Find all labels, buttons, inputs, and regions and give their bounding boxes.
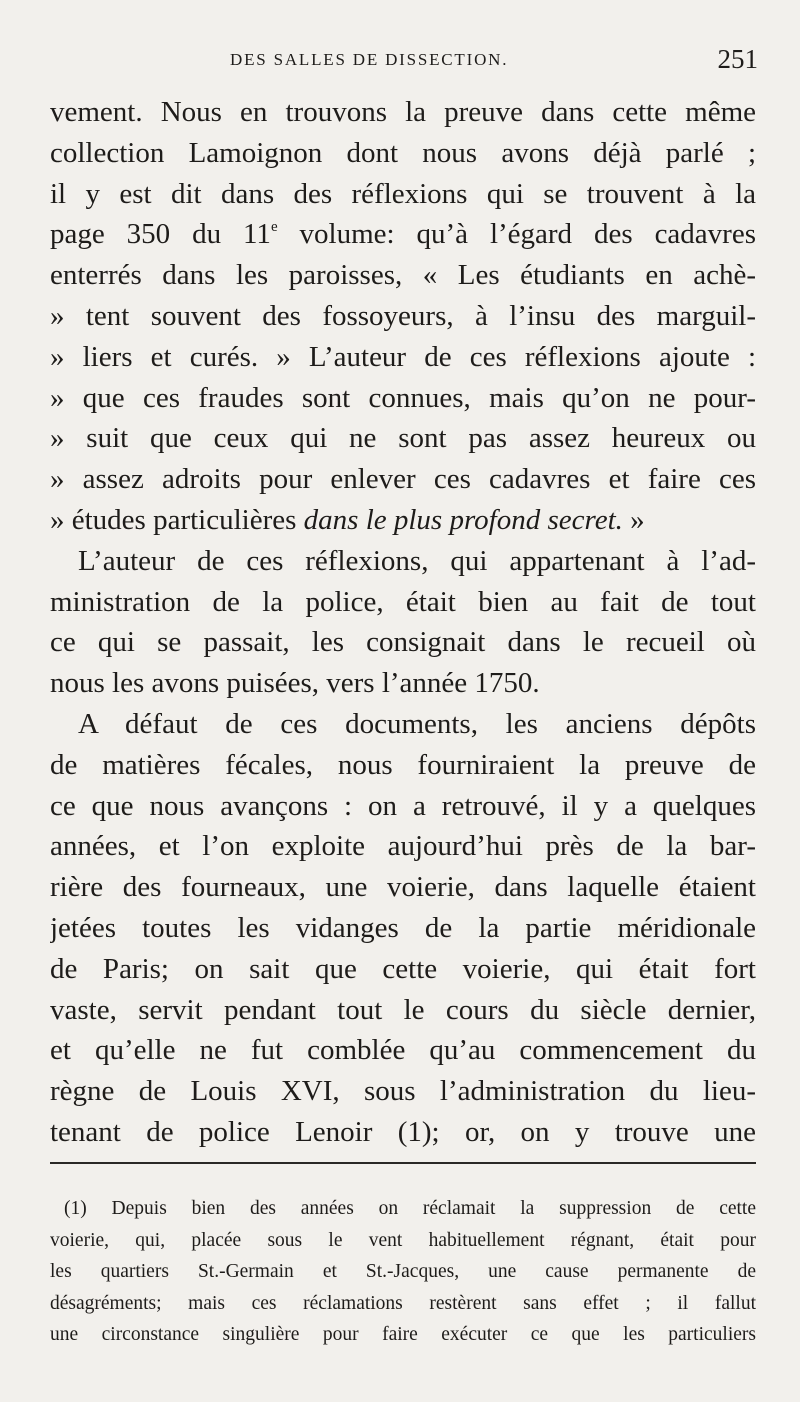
text-line: » suit que ceux qui ne sont pas assez heureux ou (50, 422, 756, 455)
body-text (50, 92, 756, 1153)
text-line: rière des fourneaux, une voierie, dans laquelle étaient (50, 871, 756, 904)
text-line: ministration de la police, était bien au fait de tout (50, 585, 756, 618)
italic-phrase: dans le plus profond secret. (303, 503, 623, 536)
text-line (50, 214, 756, 255)
text-line: » assez adroits pour enlever ces cadavres et faire ces (50, 463, 756, 496)
text-line: vement. Nous en trouvons la preuve dans cette même (50, 96, 756, 128)
text-line (50, 500, 756, 541)
footnote-separator (50, 1162, 756, 1164)
paragraph-start: L’auteur de ces réflexions, qui appartenant à l’ad- (78, 544, 756, 577)
text-line: » tent souvent des fossoyeurs, à l’insu des marguil- (50, 299, 756, 332)
text-line: » que ces fraudes sont connues, mais qu’on ne pour- (50, 381, 756, 414)
running-head (50, 44, 758, 78)
text-line: et qu’elle ne fut comblée qu’au commencement du (50, 1034, 756, 1067)
text-line: nous les avons puisées, vers l’année 1750. (50, 667, 540, 700)
running-head-title: DES SALLES DE DISSECTION. (230, 50, 509, 69)
text-segment: » études particulières (50, 503, 297, 536)
paragraph-start: A défaut de ces documents, les anciens dépôts (78, 707, 756, 740)
text-line: » liers et curés. » L’auteur de ces réflexions ajoute : (50, 340, 756, 373)
text-line: enterrés dans les paroisses, « Les étudiants en achè- (50, 259, 756, 292)
footnote-line: désagréments; mais ces réclamations restèrent sans effet ; il fallut (50, 1292, 756, 1314)
text-line: de Paris; on sait que cette voierie, qui était fort (50, 952, 756, 985)
text-line: tenant de police Lenoir (1); or, on y trouve une (50, 1115, 756, 1148)
text-line: il y est dit dans des réflexions qui se trouvent à la (50, 177, 756, 210)
text-line: règne de Louis XVI, sous l’administration du lieu- (50, 1075, 756, 1108)
footnote-line: (1) Depuis bien des années on réclamait la suppression de cette (64, 1198, 756, 1219)
footnote-line: voierie, qui, placée sous le vent habituellement régnant, était pour (50, 1229, 756, 1251)
text-line: ce qui se passait, les consignait dans le recueil où (50, 626, 756, 659)
text-segment: » (622, 503, 645, 536)
text-segment: volume: qu’à l’égard des cadavres (277, 218, 756, 251)
footnote-line: une circonstance singulière pour faire exécuter ce que les particuliers (50, 1324, 756, 1345)
footnote-line: les quartiers St.-Germain et St.-Jacques, une cause permanente de (50, 1261, 756, 1282)
text-line: de matières fécales, nous fourniraient la preuve de (50, 748, 756, 781)
text-line: ce que nous avançons : on a retrouvé, il y a quelques (50, 789, 756, 822)
footnote (50, 1193, 756, 1351)
text-line: années, et l’on exploite aujourd’hui près de la bar- (50, 830, 756, 863)
page-number: 251 (717, 44, 758, 74)
text-segment: page 350 du 11 (50, 218, 271, 251)
text-line: jetées toutes les vidanges de la partie méridionale (50, 911, 756, 944)
text-line: vaste, servit pendant tout le cours du siècle dernier, (50, 993, 756, 1026)
text-line: collection Lamoignon dont nous avons déjà parlé ; (50, 136, 756, 169)
superscript: e (270, 219, 278, 236)
